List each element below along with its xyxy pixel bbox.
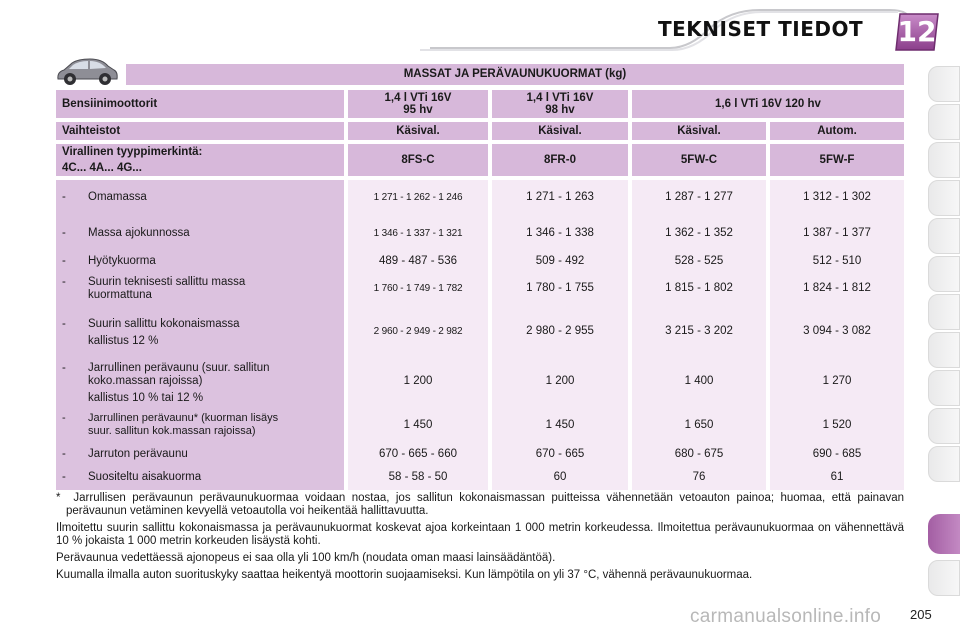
- row-dash: -: [62, 255, 66, 267]
- engine-label: Bensiinimoottorit: [56, 90, 344, 118]
- page-title: TEKNISET TIEDOT: [658, 17, 864, 41]
- row-label-text: Suurin teknisesti sallittu massa: [88, 276, 246, 288]
- note-altitude: Ilmoitettu suurin sallittu kokonaismassa ja perävaunukuormat koskevat ajoa korkeintaan 1 000 metrin korkeudessa. Ilmoitettua perävaunukuormaa on vähennettävä 10 % jokaista 1 000 metrin korkeuden lisäystä kohti.: [56, 522, 904, 547]
- chapter-tab[interactable]: [928, 408, 960, 444]
- row-label-text: Hyötykuorma: [88, 255, 156, 267]
- engine-col-2-line2: 98 hv: [545, 104, 575, 116]
- row-label-text-2: kallistus 12 %: [88, 335, 159, 347]
- note-heat: Kuumalla ilmalla auton suorituskyky saattaa heikentyä moottorin suojaamiseksi. Kun lämpötila on yli 37 °C, vähennä perävaunukuormaa.: [56, 569, 753, 581]
- table-title: MASSAT JA PERÄVAUNUKUORMAT (kg): [126, 64, 904, 85]
- type-value: 8FR-0: [492, 144, 628, 176]
- table-cell: 61: [830, 471, 844, 483]
- chapter-tab[interactable]: [928, 180, 960, 216]
- engine-col-2-line1: 1,4 l VTi 16V: [526, 92, 594, 104]
- row-label-text: Omamassa: [88, 191, 147, 203]
- gearbox-value: Käsival.: [348, 122, 488, 140]
- table-cell: 1 271 - 1 262 - 1 246: [373, 192, 463, 203]
- row-dash: -: [62, 276, 66, 288]
- table-cell: 509 - 492: [535, 255, 585, 267]
- table-cell: 60: [553, 471, 567, 483]
- table-cell: 58 - 58 - 50: [388, 471, 448, 483]
- chapter-tab[interactable]: [928, 332, 960, 368]
- chapter-tab[interactable]: [928, 218, 960, 254]
- footnote-text: Jarrullisen perävaunun perävaunukuormaa voidaan nostaa, jos sallitun kokonaismassan puitteissa vähennetään vetoauton painoa; huomaa, että painavan perävaunun vetäminen kevyellä vetoautolla voi heikentää hallittavuutta.: [66, 492, 905, 517]
- chapter-tabs: [928, 66, 960, 576]
- footnote: [56, 492, 904, 518]
- type-label-line1: Virallinen tyyppimerkintä:: [62, 146, 203, 158]
- row-dash: -: [62, 471, 66, 483]
- type-value: 8FS-C: [348, 144, 488, 176]
- row-label-text: Suurin sallittu kokonaismassa: [88, 318, 240, 330]
- watermark: carmanualsonline.info: [690, 606, 882, 627]
- table-cell: 1 815 - 1 802: [665, 282, 733, 294]
- table-cell: 1 400: [684, 375, 714, 387]
- chapter-tab[interactable]: [928, 560, 960, 596]
- table-cell: 1 450: [545, 419, 575, 431]
- chapter-tab[interactable]: [928, 294, 960, 330]
- row-label-text: Massa ajokunnossa: [88, 227, 190, 239]
- table-cell: 1 450: [403, 419, 433, 431]
- chapter-tab[interactable]: [928, 104, 960, 140]
- table-cell: 528 - 525: [674, 255, 724, 267]
- engine-row: [56, 90, 904, 118]
- table-cell: 2 980 - 2 955: [526, 325, 594, 337]
- chapter-tab-active[interactable]: [928, 514, 960, 554]
- footnote-mark: *: [56, 492, 61, 504]
- table-cell: 1 200: [403, 375, 433, 387]
- table-cell: 1 780 - 1 755: [526, 282, 594, 294]
- row-dash: -: [62, 227, 66, 239]
- row-label-text-3: kallistus 10 % tai 12 %: [88, 392, 204, 404]
- chapter-tab[interactable]: [928, 66, 960, 102]
- table-cell: 1 312 - 1 302: [803, 191, 871, 203]
- engine-col-34: 1,6 l VTi 16V 120 hv: [632, 90, 904, 118]
- row-label-text: Jarrullinen perävaunu (suur. sallitun: [88, 362, 270, 374]
- type-value: 5FW-C: [632, 144, 766, 176]
- table-cell: 1 346 - 1 337 - 1 321: [373, 228, 463, 239]
- note-speed: Perävaunua vedettäessä ajonopeus ei saa olla yli 100 km/h (noudata oman maasi lainsäädäntöä).: [56, 552, 556, 564]
- gearbox-value: Käsival.: [632, 122, 766, 140]
- chapter-number-wrap: [892, 10, 942, 54]
- page-number: 205: [910, 607, 932, 622]
- table-cell: 489 - 487 - 536: [378, 255, 457, 267]
- engine-col-1: [348, 90, 488, 118]
- table-cell: 680 - 675: [674, 448, 724, 460]
- chapter-tab[interactable]: [928, 370, 960, 406]
- row-label-text-2: suur. sallitun kok.massan rajoissa): [88, 425, 256, 437]
- chapter-tab[interactable]: [928, 446, 960, 482]
- gearbox-value: Autom.: [770, 122, 904, 140]
- table-cell: 1 271 - 1 263: [526, 191, 594, 203]
- table-cell: 1 346 - 1 338: [526, 227, 594, 239]
- row-label-text: Jarrullinen perävaunu* (kuorman lisäys: [88, 412, 279, 424]
- table-cell: 1 362 - 1 352: [665, 227, 733, 239]
- table-cell: 1 824 - 1 812: [803, 282, 871, 294]
- table-cell: 1 650: [684, 419, 714, 431]
- row-dash: -: [62, 448, 66, 460]
- row-label-text: Jarruton perävaunu: [88, 448, 188, 460]
- type-row: [56, 144, 904, 176]
- table-cell: 512 - 510: [812, 255, 862, 267]
- table-cell: 1 270: [822, 375, 852, 387]
- gearbox-row: [56, 122, 904, 140]
- table-cell: 3 094 - 3 082: [803, 325, 871, 337]
- row-label-text-2: kuormattuna: [88, 289, 152, 301]
- row-dash: -: [62, 318, 66, 330]
- table-cell: 76: [692, 471, 706, 483]
- engine-col-1-line1: 1,4 l VTi 16V: [384, 92, 452, 104]
- gearbox-value: Käsival.: [492, 122, 628, 140]
- table-cell: 670 - 665 - 660: [378, 448, 457, 460]
- type-label: [56, 144, 344, 176]
- engine-col-1-line2: 95 hv: [403, 104, 433, 116]
- table-cell: 1 287 - 1 277: [665, 191, 733, 203]
- row-dash: -: [62, 412, 66, 424]
- row-dash: -: [62, 362, 66, 374]
- row-label-text-2: koko.massan rajoissa): [88, 375, 203, 387]
- table-cell: 2 960 - 2 949 - 2 982: [373, 326, 463, 337]
- type-label-line2: 4C... 4A... 4G...: [62, 162, 142, 174]
- gearbox-label: Vaihteistot: [56, 122, 344, 140]
- type-value: 5FW-F: [770, 144, 904, 176]
- chapter-number: 12: [897, 15, 937, 48]
- table-cell: 3 215 - 3 202: [665, 325, 733, 337]
- row-label-text: Suositeltu aisakuorma: [88, 471, 202, 483]
- car-icon: [54, 55, 120, 87]
- notes: [56, 492, 904, 586]
- table-cell: 1 200: [545, 375, 575, 387]
- chapter-tab[interactable]: [928, 142, 960, 178]
- table-cell: 690 - 685: [812, 448, 862, 460]
- engine-col-2: [492, 90, 628, 118]
- table-cell: 1 387 - 1 377: [803, 227, 871, 239]
- table-cell: 1 520: [822, 419, 852, 431]
- row-dash: -: [62, 191, 66, 203]
- table-cell: 1 760 - 1 749 - 1 782: [373, 283, 463, 294]
- table-cell: 670 - 665: [535, 448, 585, 460]
- chapter-tab[interactable]: [928, 256, 960, 292]
